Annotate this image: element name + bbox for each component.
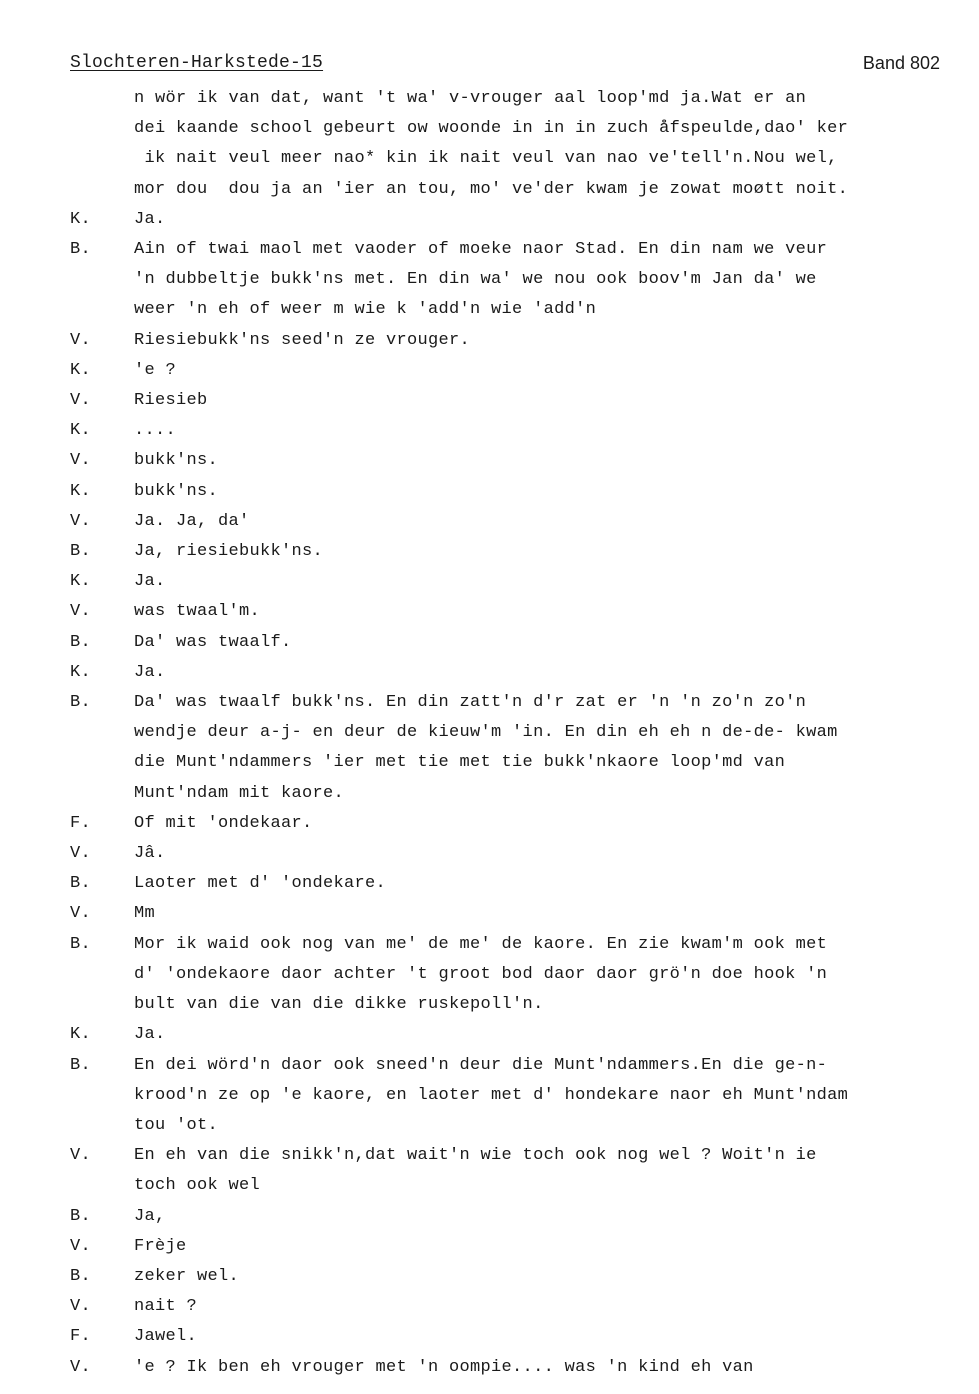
transcript-line <box>70 779 975 809</box>
transcript-line <box>70 839 975 869</box>
transcript-line <box>70 386 975 416</box>
spoken-text: En eh van die snikk'n,dat wait'n wie toch ook nog wel ? Woit'n ie <box>134 1146 817 1166</box>
transcript-line <box>70 1292 975 1322</box>
page-header <box>70 53 940 79</box>
speaker-label: F. <box>70 813 92 833</box>
speaker-label: V. <box>70 330 92 350</box>
speaker-label: B. <box>70 874 92 894</box>
spoken-text: die Munt'ndammers 'ier met tie met tie bukk'nkaore loop'md van <box>134 753 786 773</box>
speaker-label: V. <box>70 844 92 864</box>
spoken-text: .... <box>134 421 177 441</box>
transcript-line <box>70 265 975 295</box>
spoken-text: n wör ik van dat, want 't wa' v-vrouger aal loop'md ja.Wat er an <box>134 89 807 108</box>
transcript-line <box>70 809 975 839</box>
spoken-text: ik nait veul meer nao* kin ik nait veul van nao ve'tell'n.Nou wel, <box>134 149 838 169</box>
transcript-line <box>70 688 975 718</box>
speaker-label: V. <box>70 511 92 531</box>
spoken-text: Mm <box>134 904 156 924</box>
transcript-line <box>70 718 975 748</box>
speaker-label: K. <box>70 360 92 380</box>
spoken-text: Laoter met d' 'ondekare. <box>134 874 387 894</box>
transcript-body <box>70 84 975 1383</box>
speaker-label: K. <box>70 421 92 441</box>
speaker-label: B. <box>70 632 92 652</box>
transcript-line <box>70 990 975 1020</box>
spoken-text: 'e ? Ik ben eh vrouger met 'n oompie.... was 'n kind eh van <box>134 1357 754 1377</box>
speaker-label: B. <box>70 934 92 954</box>
transcript-line <box>70 326 975 356</box>
transcript-line <box>70 869 975 899</box>
spoken-text: krood'n ze op 'e kaore, en laoter met d' hondekare naor eh Munt'ndam <box>134 1085 849 1105</box>
transcript-line <box>70 1232 975 1262</box>
speaker-label: V. <box>70 1236 92 1256</box>
spoken-text: bukk'ns. <box>134 481 219 501</box>
spoken-text: weer 'n eh of weer m wie k 'add'n wie 'add'n <box>134 300 597 320</box>
speaker-label: B. <box>70 240 92 260</box>
spoken-text: zeker wel. <box>134 1266 240 1286</box>
spoken-text: mor dou dou ja an 'ier an tou, mo' ve'der kwam je zowat moøtt noit. <box>134 179 849 199</box>
speaker-label: B. <box>70 1266 92 1286</box>
spoken-text: Ja. <box>134 1025 166 1045</box>
spoken-text: 'n dubbeltje bukk'ns met. En din wa' we nou ook boov'm Jan da' we <box>134 270 817 290</box>
spoken-text: toch ook wel <box>134 1176 261 1196</box>
speaker-label: B. <box>70 1206 92 1226</box>
spoken-text: En dei wörd'n daor ook sneed'n deur die Munt'ndammers.En die ge-n- <box>134 1055 828 1075</box>
spoken-text: Ja. <box>134 662 166 682</box>
spoken-text: Of mit 'ondekaar. <box>134 813 313 833</box>
transcript-line <box>70 1020 975 1050</box>
transcript-line <box>70 1262 975 1292</box>
transcript-line <box>70 1141 975 1171</box>
spoken-text: wendje deur a-j- en deur de kieuw'm 'in. En din eh eh n de-de- kwam <box>134 723 838 743</box>
transcript-line <box>70 1202 975 1232</box>
speaker-label: B. <box>70 542 92 562</box>
spoken-text: Ja, riesiebukk'ns. <box>134 542 324 562</box>
transcript-line <box>70 144 975 174</box>
transcript-line <box>70 114 975 144</box>
spoken-text: dei kaande school gebeurt ow woonde in in in zuch åfspeulde,dao' ker <box>134 119 849 139</box>
speaker-label: V. <box>70 391 92 411</box>
speaker-label: K. <box>70 572 92 592</box>
speaker-label: V. <box>70 451 92 471</box>
transcript-line <box>70 1353 975 1383</box>
transcript-line <box>70 356 975 386</box>
speaker-label: B. <box>70 1055 92 1075</box>
speaker-label: B. <box>70 693 92 713</box>
spoken-text: Frèje <box>134 1236 187 1256</box>
transcript-line <box>70 1171 975 1201</box>
speaker-label: K. <box>70 481 92 501</box>
spoken-text: Riesieb <box>134 391 208 411</box>
transcript-line <box>70 507 975 537</box>
spoken-text: Ja. <box>134 209 166 229</box>
spoken-text: bult van die van die dikke ruskepoll'n. <box>134 995 544 1015</box>
spoken-text: Ja. <box>134 572 166 592</box>
transcript-line <box>70 628 975 658</box>
spoken-text: Da' was twaalf. <box>134 632 292 652</box>
transcript-line <box>70 597 975 627</box>
transcript-line <box>70 295 975 325</box>
spoken-text: Ja. Ja, da' <box>134 511 250 531</box>
transcript-line <box>70 1111 975 1141</box>
speaker-label: K. <box>70 209 92 229</box>
speaker-label: K. <box>70 662 92 682</box>
spoken-text: bukk'ns. <box>134 451 219 471</box>
spoken-text: Mor ik waid ook nog van me' de me' de kaore. En zie kwam'm ook met <box>134 934 828 954</box>
transcript-line <box>70 1051 975 1081</box>
transcript-line <box>70 537 975 567</box>
speaker-label: V. <box>70 904 92 924</box>
speaker-label: F. <box>70 1327 92 1347</box>
transcript-line <box>70 899 975 929</box>
spoken-text: Riesiebukk'ns seed'n ze vrouger. <box>134 330 471 350</box>
speaker-label: K. <box>70 1025 92 1045</box>
transcript-line <box>70 930 975 960</box>
speaker-label: V. <box>70 602 92 622</box>
transcript-line <box>70 175 975 205</box>
spoken-text: Munt'ndam mit kaore. <box>134 783 345 803</box>
transcript-line <box>70 416 975 446</box>
transcript-line <box>70 960 975 990</box>
speaker-label: V. <box>70 1297 92 1317</box>
document-location-title: Slochteren-Harkstede-15 <box>70 53 324 73</box>
tape-number: Band 802 <box>862 53 940 73</box>
transcript-line <box>70 1081 975 1111</box>
transcript-line <box>70 205 975 235</box>
spoken-text: 'e ? <box>134 360 177 380</box>
spoken-text: nait ? <box>134 1297 198 1317</box>
transcript-line <box>70 235 975 265</box>
spoken-text: tou 'ot. <box>134 1115 219 1135</box>
transcript-line <box>70 84 975 114</box>
transcript-line <box>70 1322 975 1352</box>
spoken-text: Ain of twai maol met vaoder of moeke naor Stad. En din nam we veur <box>134 240 828 260</box>
transcript-line <box>70 446 975 476</box>
spoken-text: d' 'ondekaore daor achter 't groot bod daor daor grö'n doe hook 'n <box>134 964 828 984</box>
spoken-text: Da' was twaalf bukk'ns. En din zatt'n d'r zat er 'n 'n zo'n zo'n <box>134 693 807 713</box>
speaker-label: V. <box>70 1357 92 1377</box>
spoken-text: Jawel. <box>134 1327 198 1347</box>
transcript-line <box>70 567 975 597</box>
transcript-line <box>70 748 975 778</box>
transcript-line <box>70 477 975 507</box>
speaker-label: V. <box>70 1146 92 1166</box>
spoken-text: was twaal'm. <box>134 602 261 622</box>
spoken-text: Jâ. <box>134 844 166 864</box>
transcript-line <box>70 658 975 688</box>
spoken-text: Ja, <box>134 1206 166 1226</box>
